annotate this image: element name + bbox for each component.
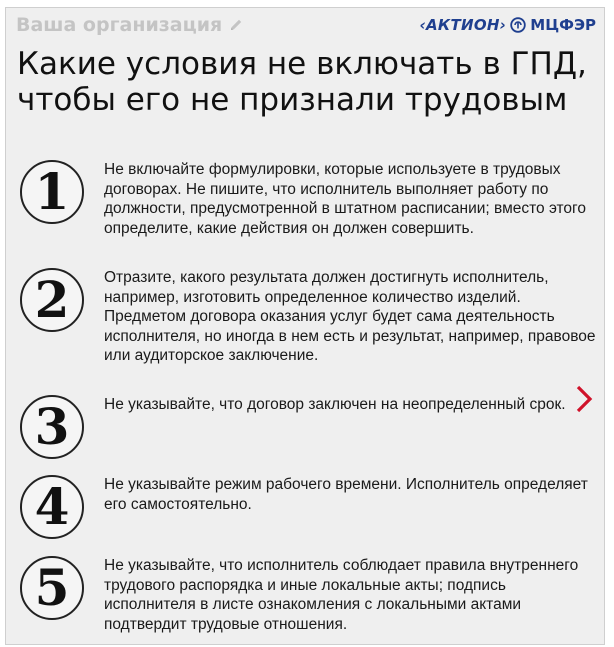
pencil-icon[interactable]	[228, 17, 244, 33]
next-arrow-icon[interactable]	[574, 384, 594, 414]
item-text: Отразите, какого результата должен достигнуть исполнитель, например, изготовить определенное количество изделий. Предметом договора оказания услуг будет сама деятельность исполнителя, но иногда в нем есть и результат, например, правовое или аудиторское заключение.	[104, 269, 596, 364]
item-text: Не указывайте, что исполнитель соблюдает правила внутреннего трудового распорядка и иные локальные акты; подпись исполнителя в листе ознакомления с локальными актами подтвердит трудовые отношения.	[104, 557, 579, 633]
brand-mcfer: МЦФЭР	[530, 16, 596, 34]
item-text: Не указывайте, что договор заключен на неопределенный срок.	[104, 396, 566, 413]
brand-logo	[420, 16, 596, 34]
brand-aktion: ‹АКТИОН›	[419, 16, 507, 34]
organization-field[interactable]	[16, 14, 244, 36]
infographic-card	[5, 7, 605, 645]
organization-label: Ваша организация	[16, 14, 223, 36]
number-badge: 2	[20, 268, 84, 332]
page-title	[17, 46, 597, 118]
item-text: Не указывайте режим рабочего времени. Исполнитель определяет его самостоятельно.	[104, 476, 588, 513]
number-badge: 1	[20, 160, 84, 224]
mcfer-logo-icon	[510, 17, 526, 33]
title-line-1: Какие условия не включать в ГПД,	[17, 46, 587, 82]
item-text: Не включайте формулировки, которые используете в трудовых договорах. Не пишите, что исполнитель выполняет работу по должности, предусмотренной в штатном расписании; вместо этого определите, какие действия он должен совершить.	[104, 161, 586, 237]
number-badge: 5	[20, 556, 84, 620]
number-badge: 3	[20, 395, 84, 459]
title-line-2: чтобы его не признали трудовым	[17, 82, 568, 118]
number-badge: 4	[20, 475, 84, 539]
